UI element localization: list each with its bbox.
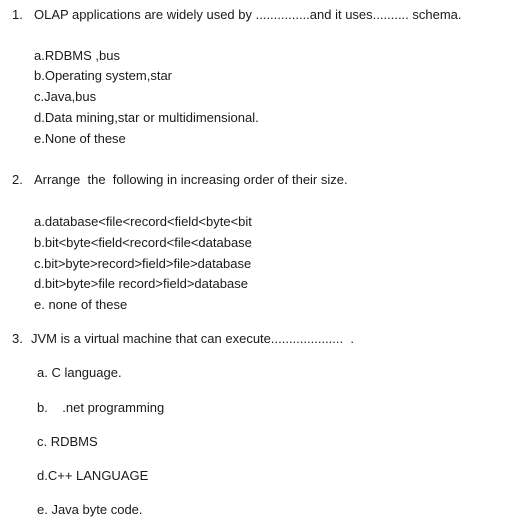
option-e: e. none of these xyxy=(34,297,128,312)
option-a: a.RDBMS ,bus xyxy=(34,48,120,63)
option-b: b.Operating system,star xyxy=(34,68,172,83)
option-d: d.Data mining,star or multidimensional. xyxy=(34,110,259,125)
option-b: b.bit<byte<field<record<file<database xyxy=(34,235,252,250)
question-text: JVM is a virtual machine that can execute.................... . xyxy=(31,331,354,346)
option-a: a.database<file<record<field<byte<bit xyxy=(34,214,252,229)
option-c: c. RDBMS xyxy=(37,434,98,449)
option-e: e. Java byte code. xyxy=(37,502,143,517)
option-a: a. C language. xyxy=(37,365,122,380)
option-e: e.None of these xyxy=(34,131,126,146)
question-text: Arrange the following in increasing order of their size. xyxy=(34,172,348,187)
option-d: d.bit>byte>file record>field>database xyxy=(34,276,248,291)
option-c: c.Java,bus xyxy=(34,89,97,104)
option-c: c.bit>byte>record>field>file>database xyxy=(34,256,252,271)
option-d: d.C++ LANGUAGE xyxy=(37,468,149,483)
option-b: b. .net programming xyxy=(37,400,165,415)
question-number: 2. xyxy=(12,172,23,187)
question-text: OLAP applications are widely used by ...............and it uses.......... schema. xyxy=(34,7,462,22)
question-number: 1. xyxy=(12,7,23,22)
question-number: 3. xyxy=(12,331,23,346)
